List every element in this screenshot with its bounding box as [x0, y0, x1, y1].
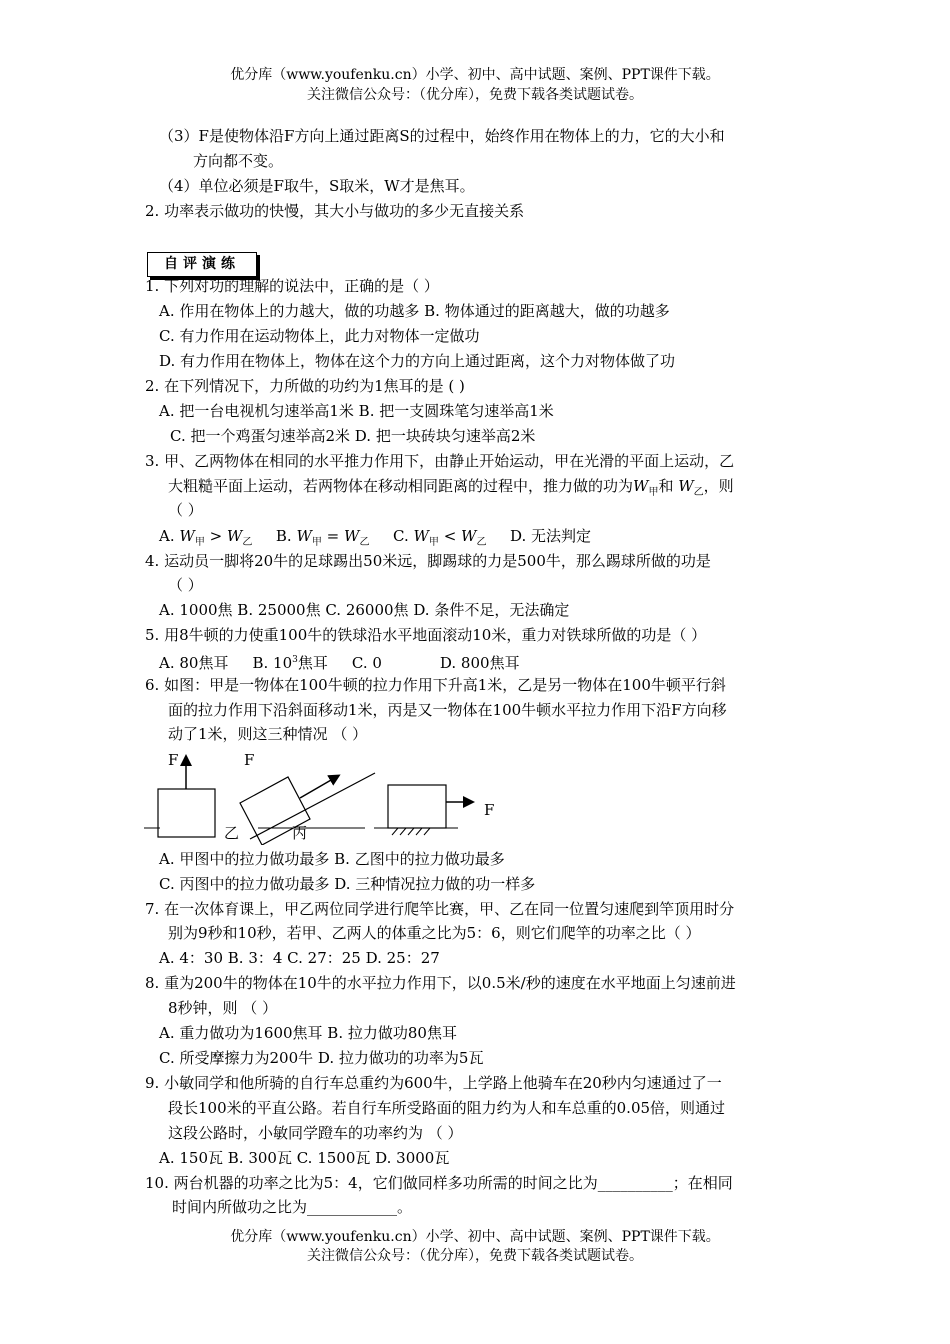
q10-line-1: 10. 两台机器的功率之比为5：4，它们做同样多功所需的时间之比为__________；在相同: [145, 1174, 733, 1192]
q6-options-ab: A. 甲图中的拉力做功最多 B. 乙图中的拉力做功最多: [159, 850, 505, 868]
q9-line-1: 9. 小敏同学和他所骑的自行车总重约为600牛，上学路上他骑车在20秒内匀速通过了一: [145, 1074, 722, 1092]
note-5: 2. 功率表示做功的快慢，其大小与做功的多少无直接关系: [145, 202, 525, 220]
q3-options: [159, 526, 591, 553]
q5-option-b: B. $10^3$焦耳: [252, 654, 328, 672]
q3-yi-sub: 乙: [693, 487, 704, 498]
q2-options-cd: C. 把一个鸡蛋匀速举高2米 D. 把一块砖块匀速举高2米: [170, 427, 536, 445]
q3-option-d: D. 无法判定: [510, 527, 592, 545]
q3-w-symbol: W: [678, 477, 694, 495]
q3-w-symbol: W: [633, 477, 649, 495]
q5-option-a: A. 80焦耳: [159, 654, 229, 672]
q4-line-1: 4. 运动员一脚将20牛的足球踢出50米远，脚踢球的力是500牛，那么踢球所做的功是: [145, 552, 711, 570]
q3-option-c: C. $W_甲 < W_乙$: [393, 527, 487, 548]
footer-line-1: 优分库（www.youfenku.cn）小学、初中、高中试题、案例、PPT课件下载。: [230, 1229, 720, 1245]
q5-options: [159, 650, 520, 673]
q1-stem: 1. 下列对功的理解的说法中，正确的是（ ）: [145, 277, 439, 295]
q3-answer-bracket: （ ）: [168, 501, 203, 519]
figure-jia: [144, 751, 215, 837]
q7-line-2: 别为9秒和10秒，若甲、乙两人的体重之比为5：6，则它们爬竿的功率之比（ ）: [168, 924, 701, 942]
q8-options-cd: C. 所受摩擦力为200牛 D. 拉力做功的功率为5瓦: [159, 1049, 484, 1067]
figure-yi: [224, 751, 375, 845]
note-3b: 方向都不变。: [193, 152, 284, 170]
q6-figure: [140, 745, 520, 845]
q9-options: A. 150瓦 B. 300瓦 C. 1500瓦 D. 3000瓦: [159, 1149, 450, 1167]
q1-option-c: C. 有力作用在运动物体上，此力对物体一定做功: [159, 327, 480, 345]
q9-line-3: 这段公路时，小敏同学蹬车的功率约为 （ ）: [168, 1124, 463, 1142]
q8-line-1: 8. 重为200牛的物体在10牛的水平拉力作用下，以0.5米/秒的速度在水平地面上匀速前进: [145, 974, 736, 992]
fig-bing-label: 丙: [292, 824, 308, 842]
footer-line-2: 关注微信公众号：（优分库），免费下载各类试题试卷。: [307, 1248, 643, 1264]
q7-line-1: 7. 在一次体育课上，甲乙两位同学进行爬竿比赛，甲、乙在同一位置匀速爬到竿顶用时分: [145, 900, 735, 918]
fig-yi-force-label: F: [244, 751, 255, 769]
header-line-2: 关注微信公众号：（优分库），免费下载各类试题试卷。: [307, 87, 643, 103]
q2-options-ab: A. 把一台电视机匀速举高1米 B. 把一支圆珠笔匀速举高1米: [159, 402, 554, 420]
q3-line-1: 3. 甲、乙两物体在相同的水平推力作用下，由静止开始运动，甲在光滑的平面上运动，乙: [145, 452, 735, 470]
q4-options: A. 1000焦 B. 25000焦 C. 26000焦 D. 条件不足，无法确定: [159, 601, 570, 619]
q5-option-c: C. 0: [351, 654, 382, 672]
note-4: （4）单位必须是F取牛，S取米，W才是焦耳。: [159, 177, 475, 195]
q6-line-2: 面的拉力作用下沿斜面移动1米，丙是又一物体在100牛顿水平拉力作用下沿F方向移: [168, 701, 727, 719]
q8-options-ab: A. 重力做功为1600焦耳 B. 拉力做功80焦耳: [159, 1024, 457, 1042]
q8-line-2: 8秒钟，则 （ ）: [168, 999, 278, 1017]
fig-jia-force-label: F: [168, 751, 179, 769]
q10-line-2: 时间内所做功之比为____________。: [172, 1198, 413, 1216]
q9-line-2: 段长100米的平直公路。若自行车所受路面的阻力约为人和车总重的0.05倍，则通过: [168, 1099, 726, 1117]
q5-line-1: 5. 用8牛顿的力使重100牛的铁球沿水平地面滚动10米，重力对铁球所做的功是（ ）: [145, 626, 707, 644]
q3-line-2: [168, 476, 734, 503]
q4-answer-bracket: （ ）: [168, 576, 203, 594]
q6-options-cd: C. 丙图中的拉力做功最多 D. 三种情况拉力做的功一样多: [159, 875, 536, 893]
fig-yi-label: 乙: [224, 824, 240, 842]
q1-option-d: D. 有力作用在物体上，物体在这个力的方向上通过距离，这个力对物体做了功: [159, 352, 676, 370]
figure-bing: [374, 785, 494, 835]
q3-ze: ，则: [703, 477, 734, 495]
q6-line-3: 动了1米，则这三种情况 （ ）: [168, 725, 368, 743]
q6-line-1: 6. 如图：甲是一物体在100牛顿的拉力作用下升高1米，乙是另一物体在100牛顿平行斜: [145, 676, 726, 694]
q3-jia-sub: 甲: [648, 487, 659, 498]
fig-bing-force-label: F: [484, 801, 495, 819]
q3-option-b: B. $W_甲 = W_乙$: [275, 527, 370, 548]
section-title: 自评演练: [147, 252, 257, 277]
q1-options-ab: A. 作用在物体上的力越大，做的功越多 B. 物体通过的距离越大，做的功越多: [159, 302, 670, 320]
q7-options: A. 4：30 B. 3：4 C. 27：25 D. 25：27: [159, 949, 440, 967]
q2-stem: 2. 在下列情况下，力所做的功约为1焦耳的是 ( ): [145, 377, 465, 395]
q3-he: 和: [658, 477, 674, 495]
note-3a: （3）F是使物体沿F方向上通过距离S的过程中，始终作用在物体上的力，它的大小和: [159, 127, 725, 145]
header-line-1: 优分库（www.youfenku.cn）小学、初中、高中试题、案例、PPT课件下载。: [230, 67, 720, 83]
q3-option-a: A. $W_甲 > W_乙$: [159, 527, 253, 548]
q3-line-2-text: 大粗糙平面上运动，若两物体在移动相同距离的过程中，推力做的功为: [168, 477, 634, 495]
q5-option-d: D. 800焦耳: [439, 654, 520, 672]
